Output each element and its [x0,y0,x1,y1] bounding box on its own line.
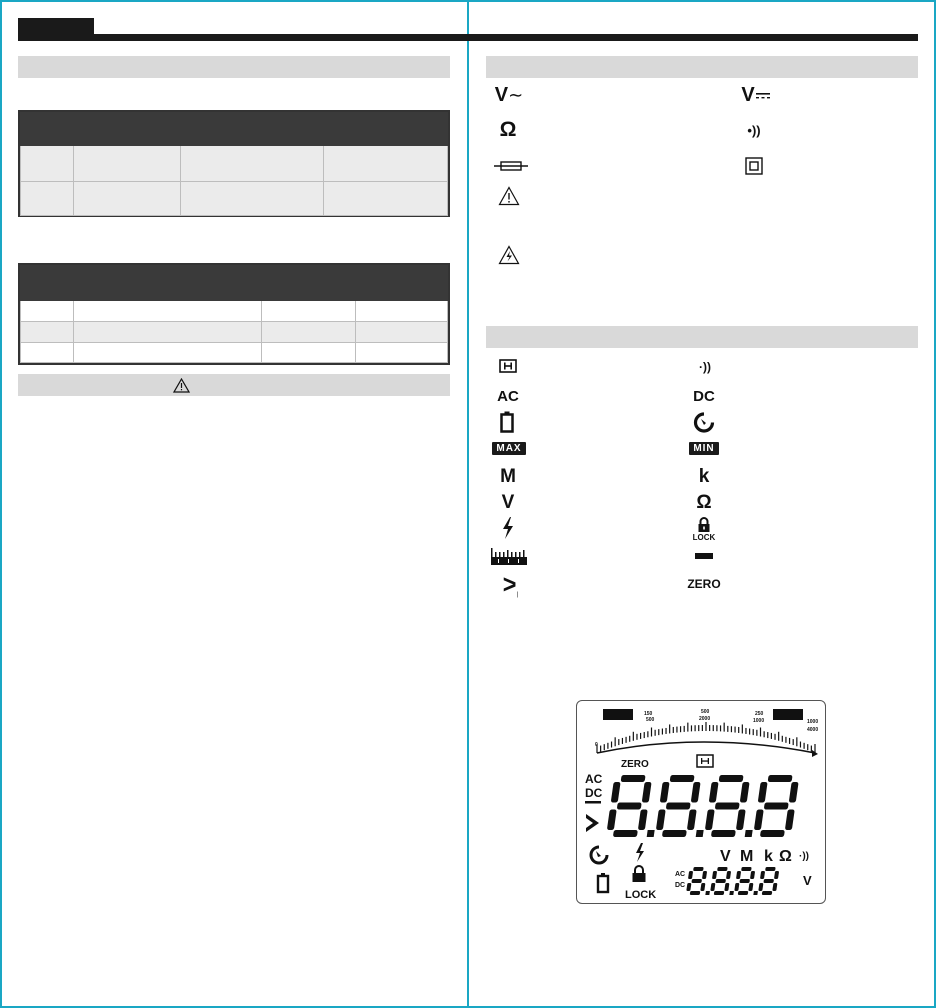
bargraph-icon [490,544,528,566]
table-cell [356,301,448,322]
table-row [21,343,448,363]
lcd-digit [686,867,714,895]
svg-text:150: 150 [644,711,653,717]
table-cell [356,343,448,363]
table-cell [21,301,74,322]
dc-label: DC [693,387,715,405]
table2-header-cell [262,266,356,301]
svg-text:V: V [803,873,812,888]
lcd-digit [753,775,800,837]
table-cell [262,301,356,322]
table-cell [21,182,74,216]
greater-than-icon: > | [502,568,519,599]
dc-voltage-icon: V [738,84,774,106]
fuse-icon [494,160,528,172]
svg-text:4000: 4000 [807,727,819,733]
svg-text:2000: 2000 [699,716,711,722]
ohm-icon: Ω [499,118,517,141]
table-row [21,182,448,216]
svg-text:1000: 1000 [753,718,765,724]
table-cell [21,322,74,343]
section-bar-lcd [486,326,918,348]
svg-text:LOCK: LOCK [625,889,657,901]
svg-text:0: 0 [595,742,598,748]
lcd-digit [710,867,738,895]
svg-text:V: V [720,848,731,865]
max-badge [491,440,527,457]
svg-text:250: 250 [755,711,764,717]
minus-icon [693,552,715,560]
min-badge [686,440,722,457]
table2-header-cell [73,266,262,301]
table-cell [262,343,356,363]
lcd-digit [704,775,761,837]
table-row [21,301,448,322]
svg-text:DC: DC [675,882,686,889]
kilo-label: k [698,466,710,487]
table-cell [73,343,262,363]
svg-text:500: 500 [701,709,710,715]
svg-text:DC: DC [585,786,603,800]
section-bar-left-2 [18,374,450,396]
section-bar-left-1 [18,56,450,78]
table1-header-cell [180,113,324,146]
beeper-icon: ·)) [699,360,711,374]
table-cell [324,146,448,182]
warning-triangle-icon [173,378,190,393]
table2-header-cell [356,266,448,301]
svg-text:·)): ·)) [799,851,809,862]
lcd-svg [577,701,827,905]
continuity-icon: •)) [747,122,761,138]
table-cell [73,182,180,216]
lock-label: LOCK [692,532,716,542]
frame-middle-line [467,0,469,1008]
table-cell [73,322,262,343]
lightning-icon [500,516,516,540]
svg-text:M: M [740,848,754,865]
table-cell [21,343,74,363]
table-cell [324,182,448,216]
svg-text:AC: AC [585,772,603,786]
lcd-zero-label: ZERO [621,759,649,770]
table-cell [21,146,74,182]
table-cell [73,146,180,182]
table-cell [73,301,262,322]
table-cell [180,182,324,216]
ac-label: AC [497,387,519,405]
table-row [21,322,448,343]
frame-top-line [0,0,936,2]
table-row [21,146,448,182]
section-bar-symbols [486,56,918,78]
lcd-digit [606,775,663,837]
specs-table-2 [20,265,448,363]
svg-text:500: 500 [646,717,655,723]
lcd-digit [655,775,712,837]
specs-table-1 [20,112,448,216]
warning-triangle-icon [498,186,520,206]
max-badge-text: MAX [492,442,525,455]
ac-voltage-icon: V ∼ [494,83,524,106]
table1-header-cell [73,113,180,146]
table-cell [262,322,356,343]
lcd-digit [734,867,762,895]
svg-text:1000: 1000 [807,719,819,725]
table2-header-cell [21,266,74,301]
header-rule [18,34,918,41]
svg-text:AC: AC [675,871,686,878]
high-voltage-warning-icon [498,245,520,265]
table1-header-cell [21,113,74,146]
frame-left-line [0,0,2,1008]
mega-label: M [500,466,516,487]
table-cell [180,146,324,182]
table1-header-cell [324,113,448,146]
svg-text:Ω: Ω [779,848,792,865]
battery-icon [500,411,514,433]
svg-text:k: k [764,848,773,865]
min-badge-text: MIN [689,442,718,455]
lcd-digit [758,867,780,895]
greater-than-label: > [502,568,517,599]
zero-label: ZERO [687,577,721,591]
hold-icon [499,359,517,373]
lock-icon [688,514,720,544]
volt-label: V [501,492,515,513]
auto-power-off-icon [692,411,716,433]
double-insulation-icon [745,157,763,175]
ohm-label: Ω [696,492,712,513]
table-cell [356,322,448,343]
lcd-display [576,700,826,904]
